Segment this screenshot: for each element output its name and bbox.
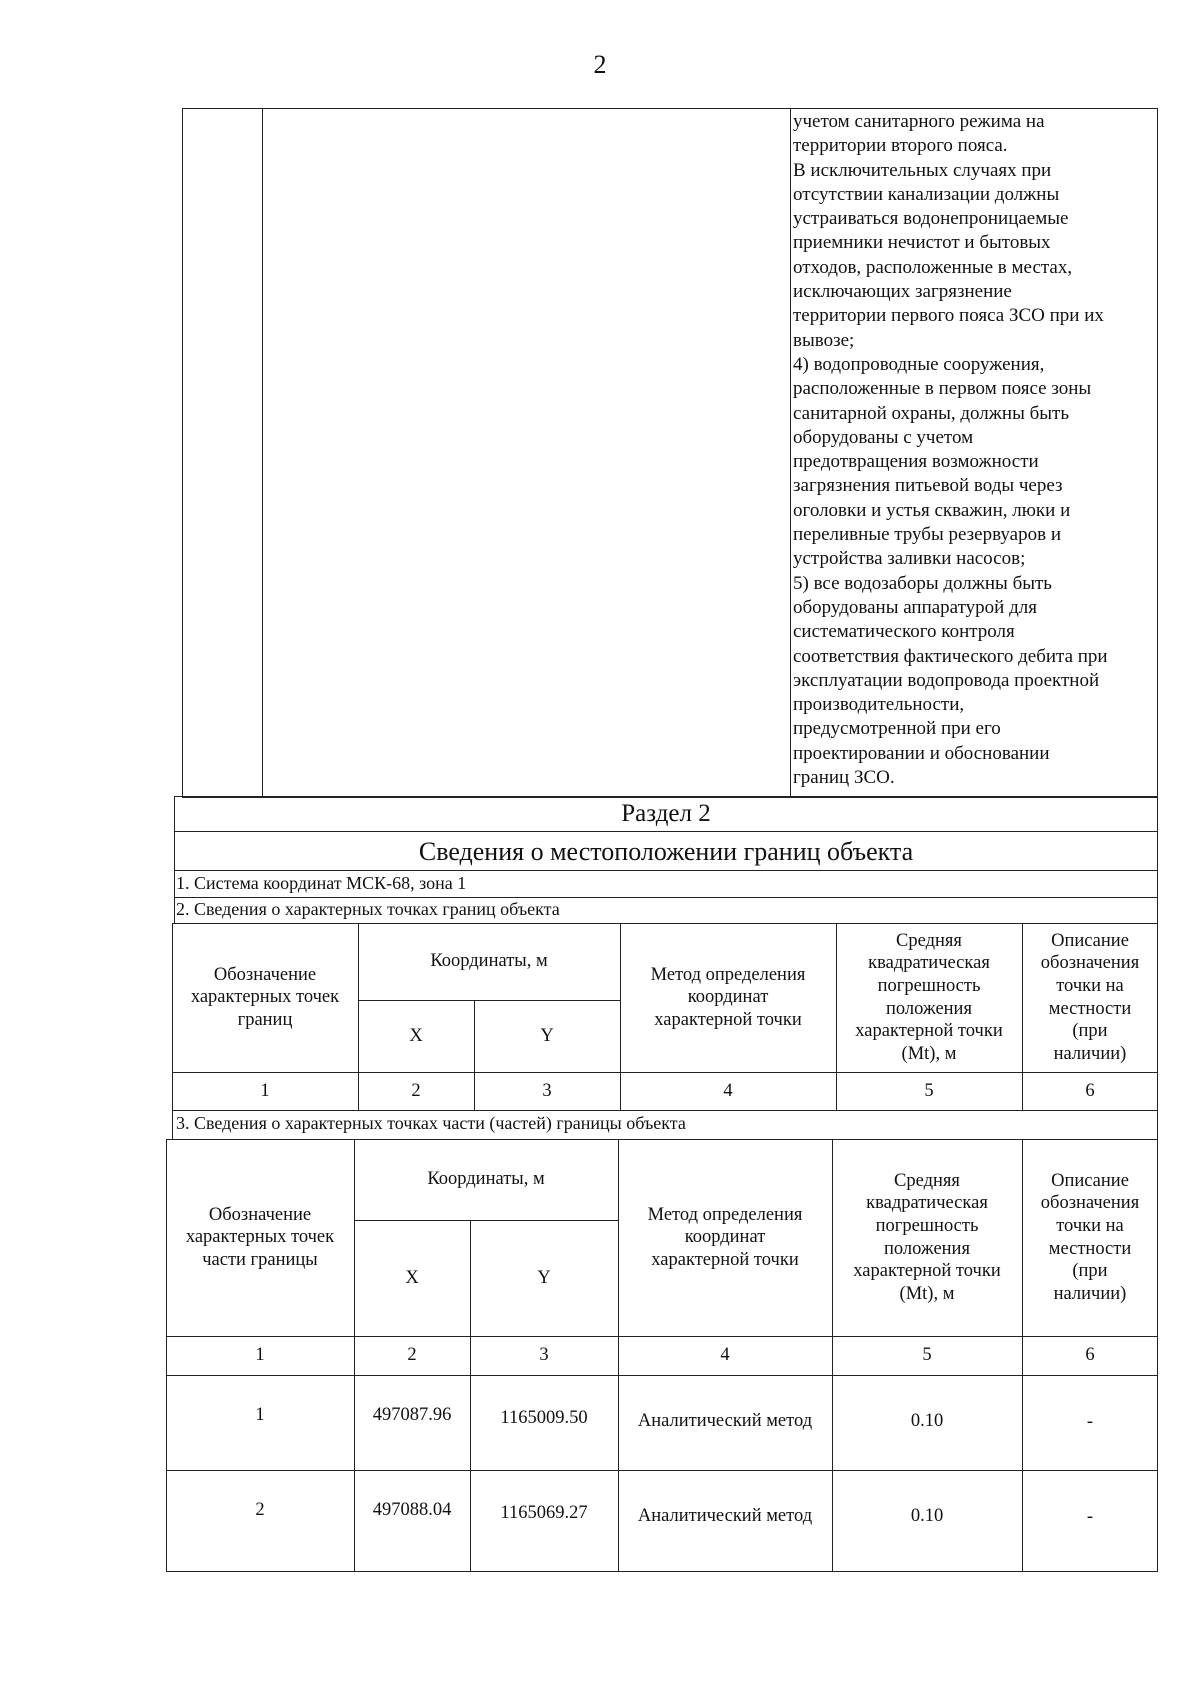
section-subtitle: Сведения о местоположении границ объекта [418,837,914,866]
coord-system: 1. Система координат МСК-68, зона 1 [176,873,467,893]
t2-header-designation: Обозначение характерных точек границ [190,964,340,1030]
t2-header-method: Метод определения координат характерной точки [650,964,806,1030]
table-row-1-description: - [1086,1412,1094,1433]
table-row-1-point: 1 [255,1404,265,1425]
t3-header-y: Y [537,1267,551,1288]
item2-title: 2. Сведения о характерных точках границ объекта [176,899,560,919]
table-row-1-x: 497087.96 [372,1404,452,1425]
t2-colnum: 2 [411,1081,421,1102]
page-number: 2 [593,50,607,79]
item3-title: 3. Сведения о характерных точках части (частей) границы объекта [176,1113,686,1133]
t2-header-x: X [409,1025,423,1046]
t2-colnum: 3 [542,1081,552,1102]
table-row-2-x: 497088.04 [372,1499,452,1520]
table-row-2-error: 0.10 [910,1505,944,1526]
t2-colnum: 5 [924,1081,934,1102]
table-row-2-method: Аналитический метод [637,1505,813,1526]
t3-header-x: X [405,1267,419,1288]
table-row-1-y: 1165009.50 [500,1407,588,1428]
t3-header-method: Метод определения координат характерной точки [647,1204,803,1270]
t2-colnum: 4 [723,1081,733,1102]
continuation-col-divider-2 [790,108,791,798]
t2-colnum: 1 [260,1081,270,1102]
table-row-2-y: 1165069.27 [500,1502,588,1523]
t2-header-error: Средняя квадратическая погрешность положения характерной точки (Mt), м [855,930,1003,1064]
t3-header-error: Средняя квадратическая погрешность положения характерной точки (Mt), м [853,1170,1001,1304]
t3-header-coords: Координаты, м [427,1169,545,1190]
t2-header-coords: Координаты, м [430,951,548,972]
table-row-2-description: - [1086,1507,1094,1528]
t3-header-description: Описание обозначения точки на местности (при наличии) [1040,1170,1140,1304]
table-row-1-error: 0.10 [910,1410,944,1431]
section-title: Раздел 2 [621,800,711,827]
continuation-text: учетом санитарного режима на территории второго пояса. В исключительных случаях при отсутствии канализации должны устраиваться водонепроницаемые приемники нечистот и бытовых отходов, расположенные в местах, исключающих загрязнение территории первого пояса ЗСО при их вывозе; 4) водопроводные сооружения, расположенные в первом поясе зоны санитарной охраны, должны быть оборудованы с учетом предотвращения возможности загрязнения питьевой воды через оголовки и устья скважин, люки и переливные трубы резервуаров и устройства заливки насосов; 5) все водозаборы должны быть оборудованы аппаратурой для систематического контроля соответствия фактического дебита при эксплуатации водопровода проектной производительности, предусмотренной при его проектировании и обосновании границ ЗСО. [793,111,1108,789]
t3-colnum: 4 [720,1345,730,1366]
t2-header-y: Y [540,1025,554,1046]
t3-colnum: 5 [922,1345,932,1366]
t2-header-description: Описание обозначения точки на местности (при наличии) [1040,930,1140,1064]
t3-colnum: 6 [1085,1345,1095,1366]
table-row-1-method: Аналитический метод [637,1410,813,1431]
t3-colnum: 3 [539,1345,549,1366]
continuation-col-divider-1 [262,108,263,798]
t3-colnum: 2 [407,1345,417,1366]
t3-header-designation: Обозначение характерных точек части границы [185,1204,335,1270]
t3-colnum: 1 [255,1345,265,1366]
table-row-2-point: 2 [255,1499,265,1520]
t2-colnum: 6 [1085,1081,1095,1102]
